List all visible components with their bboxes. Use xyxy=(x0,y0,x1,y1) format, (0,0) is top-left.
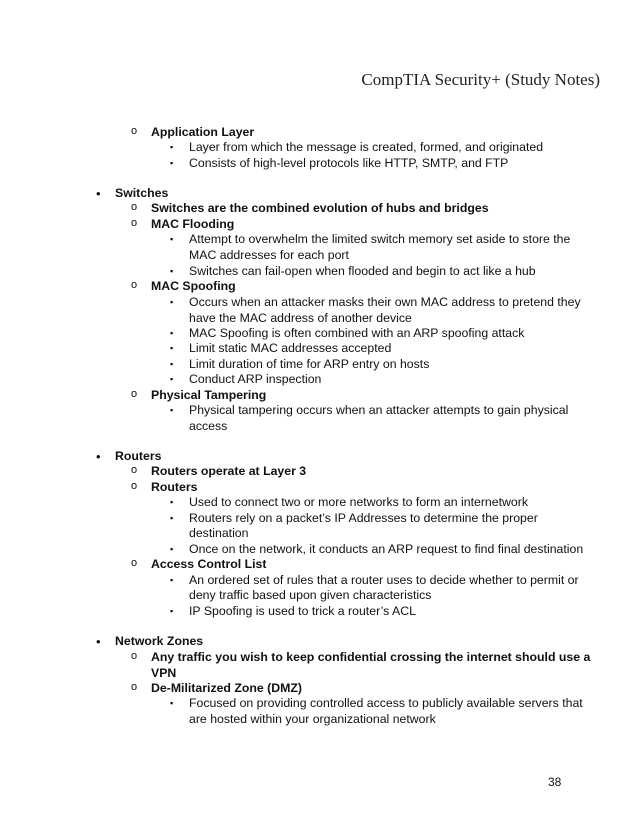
list-item: Physical tampering occurs when an attacker attempts to gain physical xyxy=(189,403,569,417)
page-number: 38 xyxy=(548,775,562,789)
section-heading: Network Zones xyxy=(115,634,204,648)
list-item: Layer from which the message is created, formed, and originated xyxy=(189,140,544,154)
list-item: Attempt to overwhelm the limited switch memory set aside to store the xyxy=(189,232,571,246)
subsection-heading: Application Layer xyxy=(151,125,255,139)
list-item: destination xyxy=(189,526,249,540)
bullet-circle-icon: o xyxy=(131,681,138,693)
list-item: MAC Spoofing is often combined with an ARP spoofing attack xyxy=(189,326,525,340)
bullet-circle-icon: o xyxy=(131,279,138,291)
bullet-square-icon: ▪ xyxy=(170,343,174,353)
bullet-circle-icon: o xyxy=(131,125,138,137)
list-item: Switches can fail-open when flooded and begin to act like a hub xyxy=(189,264,536,278)
bullet-square-icon: ▪ xyxy=(170,234,174,244)
bullet-square-icon: ▪ xyxy=(170,374,174,384)
bullet-square-icon: ▪ xyxy=(170,544,174,554)
subsection-heading: VPN xyxy=(151,666,177,680)
subsection-heading: Routers operate at Layer 3 xyxy=(151,464,307,478)
document-header: CompTIA Security+ (Study Notes) xyxy=(361,70,600,89)
list-item: Routers rely on a packet’s IP Addresses to determine the proper xyxy=(189,511,538,525)
list-item: are hosted within your organizational network xyxy=(189,712,436,726)
bullet-square-icon: ▪ xyxy=(170,266,174,276)
subsection-heading: MAC Spoofing xyxy=(151,279,236,293)
list-item: deny traffic based upon given characteristics xyxy=(189,588,432,602)
bullet-square-icon: ▪ xyxy=(170,698,174,708)
bullet-disc-icon: • xyxy=(96,634,101,649)
section-heading: Switches xyxy=(115,186,169,200)
list-item: MAC addresses for each port xyxy=(189,248,349,262)
list-item: Used to connect two or more networks to form an internetwork xyxy=(189,495,528,509)
subsection-heading: Physical Tampering xyxy=(151,388,267,402)
bullet-circle-icon: o xyxy=(131,480,138,492)
subsection-heading: MAC Flooding xyxy=(151,217,235,231)
bullet-square-icon: ▪ xyxy=(170,328,174,338)
subsection-heading: Any traffic you wish to keep confidential crossing the internet should use a xyxy=(151,650,591,664)
bullet-square-icon: ▪ xyxy=(170,513,174,523)
subsection-heading: Access Control List xyxy=(151,557,267,571)
subsection-heading: De-Militarized Zone (DMZ) xyxy=(151,681,302,695)
list-item: have the MAC address of another device xyxy=(189,311,412,325)
list-item: IP Spoofing is used to trick a router’s ACL xyxy=(189,604,416,618)
subsection-heading: Switches are the combined evolution of hubs and bridges xyxy=(151,201,489,215)
list-item: Consists of high-level protocols like HTTP, SMTP, and FTP xyxy=(189,156,509,170)
bullet-square-icon: ▪ xyxy=(170,359,174,369)
list-item: Occurs when an attacker masks their own MAC address to pretend they xyxy=(189,295,581,309)
bullet-square-icon: ▪ xyxy=(170,297,174,307)
bullet-circle-icon: o xyxy=(131,217,138,229)
list-item: Focused on providing controlled access to publicly available servers that xyxy=(189,696,583,710)
list-item: An ordered set of rules that a router uses to decide whether to permit or xyxy=(189,573,579,587)
bullet-square-icon: ▪ xyxy=(170,142,174,152)
bullet-square-icon: ▪ xyxy=(170,158,174,168)
bullet-square-icon: ▪ xyxy=(170,497,174,507)
list-item: Conduct ARP inspection xyxy=(189,372,322,386)
list-item: Limit static MAC addresses accepted xyxy=(189,341,392,355)
bullet-disc-icon: • xyxy=(96,186,101,201)
bullet-circle-icon: o xyxy=(131,201,138,213)
bullet-square-icon: ▪ xyxy=(170,405,174,415)
list-item: Once on the network, it conducts an ARP request to find final destination xyxy=(189,542,584,556)
bullet-disc-icon: • xyxy=(96,449,101,464)
bullet-circle-icon: o xyxy=(131,388,138,400)
section-heading: Routers xyxy=(115,449,162,463)
bullet-circle-icon: o xyxy=(131,464,138,476)
bullet-circle-icon: o xyxy=(131,557,138,569)
list-item: access xyxy=(189,419,228,433)
bullet-square-icon: ▪ xyxy=(170,575,174,585)
subsection-heading: Routers xyxy=(151,480,198,494)
list-item: Limit duration of time for ARP entry on hosts xyxy=(189,357,430,371)
bullet-circle-icon: o xyxy=(131,650,138,662)
bullet-square-icon: ▪ xyxy=(170,606,174,616)
